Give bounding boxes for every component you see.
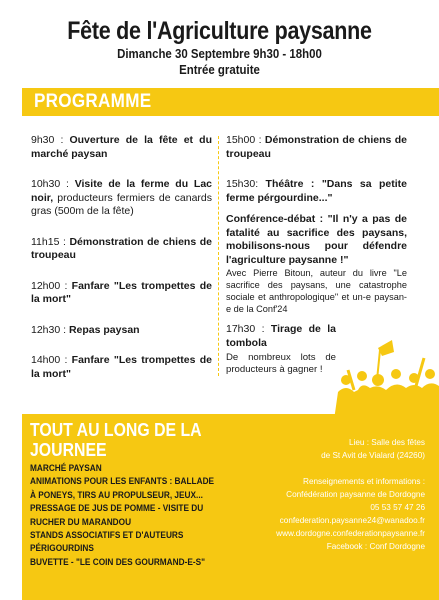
programme-left-column	[31, 134, 212, 381]
item-title: Démonstration de chiens de troupeau	[31, 235, 212, 261]
programme-label: PROGRAMME	[34, 91, 152, 112]
website-link[interactable]: www.dordogne.confederationpaysanne.fr	[276, 529, 425, 538]
item-time: 12h00 :	[31, 279, 72, 292]
programme-item	[31, 280, 212, 307]
programme-item	[226, 178, 407, 205]
all-day-list	[30, 462, 219, 569]
email-link[interactable]: confederation.paysanne24@wanadoo.fr	[279, 516, 425, 525]
programme-item	[31, 134, 212, 161]
item-time: 9h30 :	[31, 134, 70, 146]
page-title: Fête de l'Agriculture paysanne	[67, 17, 372, 45]
item-title: Théâtre : "Dans sa petite ferme pérgourdine..."	[226, 178, 407, 204]
programme-item	[226, 134, 407, 161]
item-desc: Avec Pierre Bitoun, auteur du livre "Le sacrifice des paysans, une catastrophe sociale et anthropologique" et un-e paysan-e de la Conf'24	[226, 268, 407, 314]
item-time: 15h30:	[226, 178, 266, 190]
item-desc: producteurs fermiers de canards gras (500m de la fête)	[31, 191, 212, 217]
item-time: 15h00 :	[226, 134, 265, 146]
event-date: Dimanche 30 Septembre 9h30 - 18h00	[117, 46, 322, 61]
item-title: Fanfare "Les trompettes de la mort"	[31, 279, 213, 305]
place-line-1: Lieu : Salle des fêtes	[348, 438, 425, 447]
programme-band	[22, 88, 439, 116]
list-item: MARCHÉ PAYSAN	[30, 463, 102, 473]
all-day-section	[22, 414, 439, 600]
place-line-2: de St Avit de Vialard (24260)	[321, 451, 425, 460]
phone-number: 05 53 57 47 26	[370, 503, 425, 512]
item-title: Repas paysan	[68, 323, 140, 336]
item-title: Tirage de la tombola	[226, 323, 336, 349]
item-time: 11h15 :	[31, 235, 70, 248]
item-time: 12h30 :	[31, 323, 69, 336]
programme-item	[31, 178, 212, 219]
crowd-silhouette-illustration	[320, 340, 439, 420]
header	[0, 0, 439, 78]
item-time: 14h00 :	[31, 354, 72, 366]
item-time: 10h30 :	[31, 178, 75, 190]
item-title: Démonstration de chiens de troupeau	[226, 134, 407, 160]
programme-item	[31, 236, 212, 263]
list-item: ANIMATIONS POUR LES ENFANTS : BALLADE À PONEYS, TIRS AU PROPULSEUR, JEUX...	[30, 476, 215, 500]
facebook-link[interactable]: Facebook : Conf Dordogne	[326, 542, 425, 551]
entry-info: Entrée gratuite	[179, 62, 260, 77]
list-item: STANDS ASSOCIATIFS ET D'AUTEURS PÉRIGOURDINS	[30, 530, 184, 554]
programme-item	[31, 324, 212, 338]
item-time: 17h30 :	[226, 323, 271, 335]
column-divider	[218, 136, 219, 376]
item-desc: De nombreux lots de producteurs à gagner !	[226, 352, 336, 375]
contact-title-1: Renseignements et informations :	[303, 477, 425, 486]
all-day-banner: TOUT AU LONG DE LA JOURNEE	[30, 420, 202, 460]
item-title: Fanfare "Les trompettes de la mort"	[31, 354, 213, 380]
item-title: Visite de la ferme du Lac noir,	[31, 178, 212, 204]
list-item: PRESSAGE DE JUS DE POMME - VISITE DU RUCHER DU MARANDOU	[30, 503, 204, 527]
item-title: Ouverture de la fête et du marché paysan	[31, 134, 212, 160]
programme-item	[31, 354, 212, 381]
programme-item	[226, 213, 407, 315]
contact-info	[235, 436, 425, 553]
item-title: Conférence-débat : "Il n'y a pas de fatalité au sacrifice des paysans, mobilisons-nous pour défendre l'agriculture paysanne !"	[226, 213, 407, 266]
contact-title-2: Confédération paysanne de Dordogne	[286, 490, 425, 499]
list-item: BUVETTE - "LE COIN DES GOURMAND-E-S"	[30, 556, 206, 567]
